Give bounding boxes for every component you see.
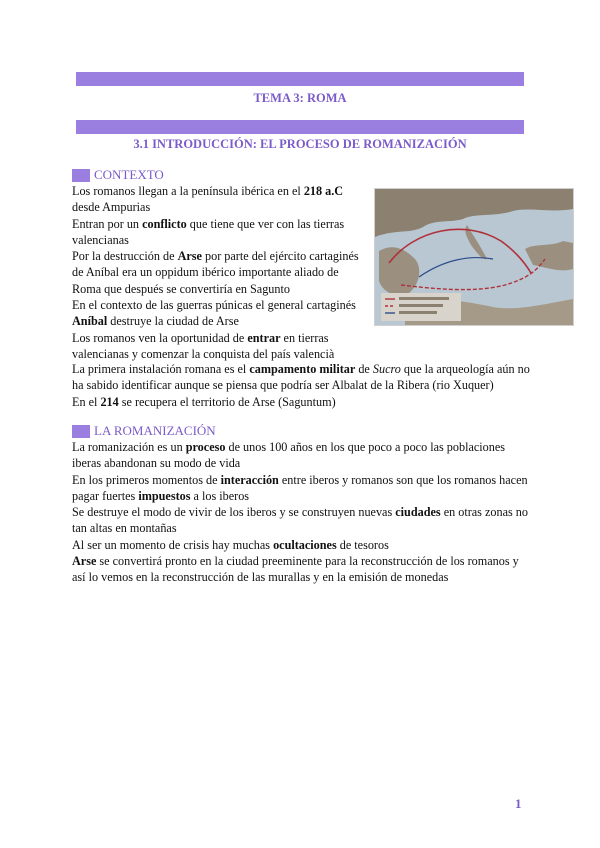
contexto-text	[72, 183, 362, 362]
text-run: por parte del ejército cartaginés de Aníbal era un oppidum ibérico importante aliado de Roma que después se convertiría en Sagunto	[72, 249, 359, 296]
mediterranean-map-icon	[375, 189, 573, 325]
text-run: En el contexto de las guerras púnicas el general cartaginés	[72, 298, 356, 313]
historical-map-image	[374, 188, 574, 326]
paragraph	[72, 394, 532, 410]
text-run: En los primeros momentos de	[72, 472, 221, 487]
paragraph	[72, 472, 532, 505]
paragraph	[72, 504, 532, 537]
section-subtitle: 3.1 INTRODUCCIÓN: EL PROCESO DE ROMANIZACIÓN	[133, 137, 467, 151]
bold-term: entrar	[247, 330, 281, 345]
subtitle-bar	[76, 120, 524, 134]
text-run: en otras zonas no tan altas en montañas	[72, 505, 528, 536]
heading-swatch	[72, 425, 90, 438]
text-run: se convertirá pronto en la ciudad preeminente para la reconstrucción de los romanos y así lo vemos en la reconstrucción de las murallas y en la emisión de monedas	[72, 554, 519, 585]
bold-term: 218 a.C	[303, 184, 344, 198]
bold-term: Arse	[72, 554, 97, 569]
paragraph	[72, 330, 362, 363]
page-number: 1	[515, 796, 522, 811]
bold-term: conflicto	[142, 216, 187, 231]
title-bar	[76, 72, 524, 86]
text-run: desde Ampurias	[72, 200, 151, 215]
section-heading-contexto	[72, 167, 164, 183]
page-title: TEMA 3: ROMA	[253, 91, 347, 105]
italic-term: Sucro	[372, 362, 401, 376]
section-heading-romanizacion	[72, 423, 216, 439]
paragraph	[72, 216, 362, 249]
text-run: Entran por un	[72, 216, 143, 231]
bold-term: Arse	[177, 249, 202, 264]
text-run: Se destruye el modo de vivir de los iberos y se construyen nuevas	[72, 505, 396, 520]
text-run: se recupera el territorio de Arse (Saguntum)	[118, 394, 336, 409]
text-run: Los romanos llegan a la península ibérica en el	[72, 184, 304, 198]
romanizacion-text	[72, 439, 532, 586]
text-run: Los romanos ven la oportunidad de	[72, 330, 248, 345]
paragraph	[72, 297, 362, 330]
text-run: a los iberos	[190, 488, 250, 503]
paragraph	[72, 248, 362, 297]
text-run: entre iberos y romanos son que los romanos hacen pagar fuertes	[72, 472, 528, 503]
bold-term: ocultaciones	[273, 537, 337, 552]
section-heading-label: LA ROMANIZACIÓN	[94, 423, 216, 438]
text-run: de unos 100 años en los que poco a poco las poblaciones iberas abandonan su modo de vida	[72, 440, 506, 471]
text-run: que tiene que ver con las tierras valencianas	[72, 216, 345, 247]
text-run: de	[355, 362, 373, 376]
bold-term: ciudades	[395, 505, 441, 520]
heading-swatch	[72, 169, 90, 182]
section-heading-label: CONTEXTO	[94, 167, 164, 182]
bold-term: Aníbal	[72, 314, 108, 329]
text-run: La romanización es un	[72, 440, 186, 454]
paragraph	[72, 439, 532, 472]
contexto-text-wide	[72, 361, 532, 410]
text-run: destruye la ciudad de Arse	[107, 314, 239, 329]
text-run: en tierras valencianas y comenzar la conquista del país valencià	[72, 330, 335, 361]
text-run: que la arqueología aún no ha sabido identificar aunque se piensa que podría ser Albalat de la Ribera (rio Xuquer)	[72, 362, 530, 393]
paragraph	[72, 553, 532, 586]
bold-term: impuestos	[138, 488, 191, 503]
text-run: Al ser un momento de crisis hay muchas	[72, 537, 274, 552]
text-run: Por la destrucción de	[72, 249, 178, 264]
bold-term: campamento militar	[249, 362, 356, 376]
paragraph	[72, 537, 532, 553]
bold-term: 214	[100, 394, 119, 409]
paragraph	[72, 183, 362, 216]
text-run: La primera instalación romana es el	[72, 362, 250, 376]
bold-term: interacción	[220, 472, 279, 487]
bold-term: proceso	[185, 440, 226, 454]
text-run: de tesoros	[336, 537, 389, 552]
paragraph	[72, 361, 532, 394]
text-run: En el	[72, 394, 101, 409]
